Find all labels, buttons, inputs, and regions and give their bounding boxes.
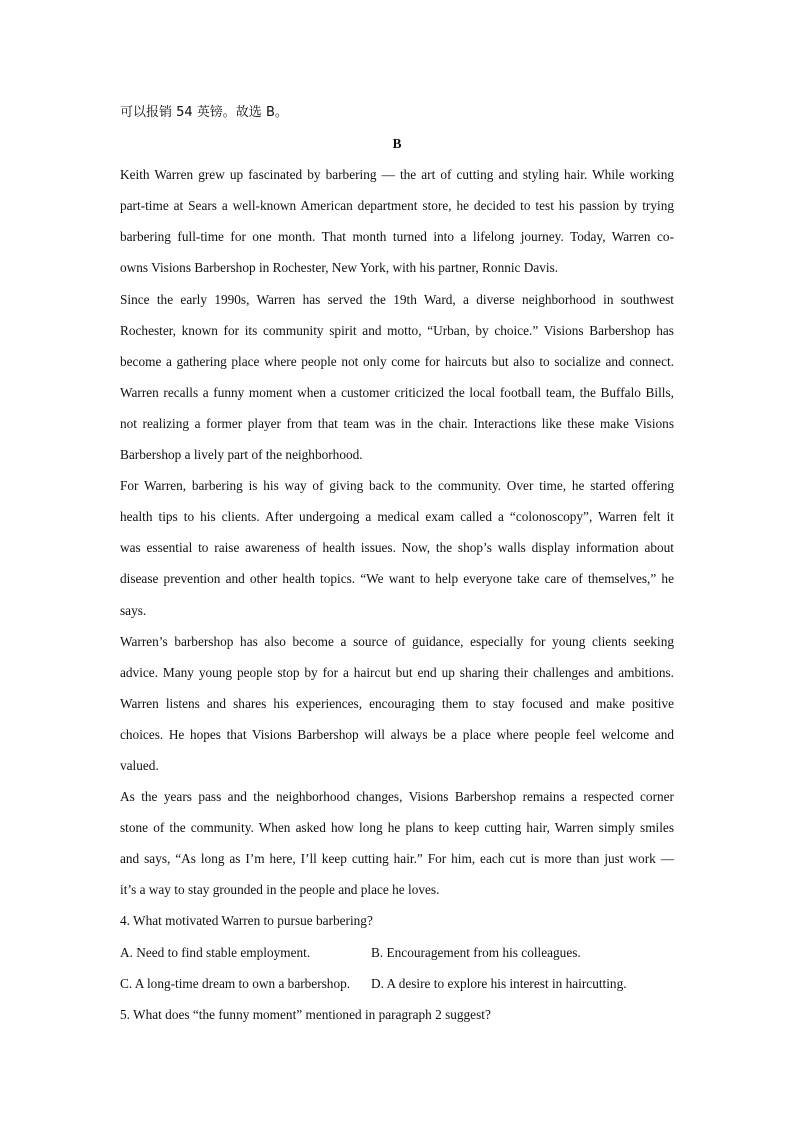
paragraph-line: For Warren, barbering is his way of giving back to the community. Over time, he started offering	[120, 478, 674, 494]
intro-line: 可以报销 54 英镑。故选 B。	[120, 105, 288, 120]
options-row	[120, 937, 674, 968]
paragraph-line: As the years pass and the neighborhood changes, Visions Barbershop remains a respected corner	[120, 789, 674, 805]
paragraph-line: Barbershop a lively part of the neighborhood.	[120, 447, 363, 463]
paragraph-4	[120, 626, 674, 781]
paragraph-line: health tips to his clients. After undergoing a medical exam called a “colonoscopy”, Warren felt it	[120, 509, 674, 525]
paragraph-line: Warren recalls a funny moment when a customer criticized the local football team, the Buffalo Bills,	[120, 384, 674, 400]
question-5	[120, 999, 674, 1030]
paragraph-line: advice. Many young people stop by for a haircut but end up sharing their challenges and ambitions.	[120, 664, 674, 680]
paragraph-line: Warren listens and shares his experiences, encouraging them to stay focused and make positive	[120, 695, 674, 711]
paragraph-line: valued.	[120, 757, 159, 773]
paragraph-line: Keith Warren grew up fascinated by barbering — the art of cutting and styling hair. While working	[120, 167, 674, 183]
paragraph-5	[120, 781, 674, 905]
paragraph-line: stone of the community. When asked how long he plans to keep cutting hair, Warren simply smiles	[120, 820, 674, 836]
paragraph-line: owns Visions Barbershop in Rochester, New York, with his partner, Ronnic Davis.	[120, 260, 559, 276]
paragraph-line: says.	[120, 602, 147, 618]
options-row	[120, 968, 674, 999]
paragraph-line: Warren’s barbershop has also become a source of guidance, especially for young clients seeking	[120, 633, 674, 649]
document-page	[120, 97, 674, 1030]
question-stem: 5. What does “the funny moment” mentioned in paragraph 2 suggest?	[120, 1006, 491, 1022]
paragraph-line: Rochester, known for its community spirit and motto, “Urban, by choice.” Visions Barbershop has	[120, 322, 674, 338]
paragraph-line: and says, “As long as I’m here, I’ll keep cutting hair.” For him, each cut is more than just work —	[120, 851, 674, 867]
option-c: C. A long-time dream to own a barbershop.	[120, 975, 351, 991]
paragraph-2	[120, 284, 674, 471]
paragraph-1	[120, 159, 674, 283]
paragraph-line: Since the early 1990s, Warren has served the 19th Ward, a diverse neighborhood in southwest	[120, 291, 674, 307]
section-heading: B	[392, 136, 402, 152]
paragraph-line: disease prevention and other health topics. “We want to help everyone take care of themselves,” he	[120, 571, 674, 587]
option-a: A. Need to find stable employment.	[120, 944, 311, 960]
paragraph-line: part-time at Sears a well-known American department store, he decided to test his passion by trying	[120, 198, 674, 214]
question-stem: 4. What motivated Warren to pursue barbering?	[120, 913, 373, 929]
paragraph-line: not realizing a former player from that team was in the chair. Interactions like these make Visions	[120, 415, 674, 431]
paragraph-line: become a gathering place where people not only come for haircuts but also to socialize and connect.	[120, 353, 674, 369]
paragraph-3	[120, 470, 674, 625]
option-b: B. Encouragement from his colleagues.	[371, 944, 581, 960]
option-d: D. A desire to explore his interest in haircutting.	[371, 975, 627, 991]
question-4	[120, 905, 674, 998]
paragraph-line: choices. He hopes that Visions Barbershop will always be a place where people feel welcome and	[120, 726, 674, 742]
paragraph-line: it’s a way to stay grounded in the people and place he loves.	[120, 882, 440, 898]
paragraph-line: barbering full-time for one month. That month turned into a lifelong journey. Today, Warren co-	[120, 229, 674, 245]
paragraph-line: was essential to raise awareness of health issues. Now, the shop’s walls display information about	[120, 540, 674, 556]
